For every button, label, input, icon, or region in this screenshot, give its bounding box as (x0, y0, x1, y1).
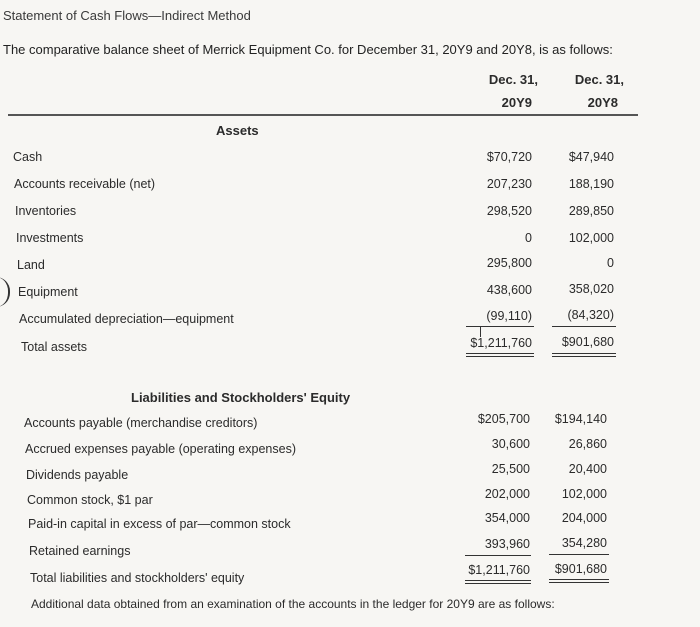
value-20y9: 202,000 (484, 487, 530, 501)
subtotal-rule (552, 326, 616, 327)
row-label: Paid-in capital in excess of par—common stock (28, 517, 291, 531)
page-curl-mark (0, 277, 10, 307)
value-20y8: 26,860 (568, 437, 607, 451)
row-label: Land (17, 258, 45, 272)
col-header-20y8-line1: Dec. 31, (574, 72, 624, 87)
liabilities-heading: Liabilities and Stockholders' Equity (131, 390, 351, 405)
value-20y9: $1,211,760 (468, 563, 530, 577)
value-20y8: 102,000 (561, 487, 607, 501)
value-20y8: $901,680 (554, 562, 607, 576)
value-20y9: 393,960 (484, 537, 530, 551)
row-label: Retained earnings (29, 544, 131, 558)
value-20y8: (84,320) (567, 308, 614, 322)
assets-heading: Assets (216, 123, 259, 138)
value-20y8: 289,850 (568, 204, 614, 218)
col-header-20y9-line1: Dec. 31, (488, 72, 538, 87)
subtotal-rule (466, 326, 534, 327)
value-20y8: 188,190 (568, 177, 614, 191)
total-double-rule (465, 580, 531, 584)
value-20y8: 102,000 (568, 231, 614, 245)
value-20y8: 20,400 (568, 462, 607, 476)
value-20y9: 438,600 (486, 283, 532, 297)
row-label: Investments (16, 231, 84, 245)
value-20y9: 30,600 (491, 437, 530, 451)
page-title: Statement of Cash Flows—Indirect Method (3, 8, 251, 23)
intro-text: The comparative balance sheet of Merrick Equipment Co. for December 31, 20Y9 and 20Y8, is as follows: (3, 42, 613, 57)
value-20y9: 25,500 (491, 462, 530, 476)
value-20y8: 0 (607, 256, 614, 270)
value-20y8: 354,280 (561, 536, 607, 550)
row-label: Accounts payable (merchandise creditors) (24, 416, 258, 430)
additional-data-note: Additional data obtained from an examination of the accounts in the ledger for 20Y9 are as follows: (31, 597, 555, 611)
row-label: Accounts receivable (net) (14, 177, 156, 191)
value-20y9: $1,211,760 (470, 336, 532, 350)
row-label: Equipment (18, 285, 78, 299)
total-double-rule (552, 353, 616, 357)
row-label: Inventories (15, 204, 77, 218)
value-20y8: $194,140 (554, 412, 607, 426)
col-header-20y8-line2: 20Y8 (587, 95, 618, 110)
row-label: Total liabilities and stockholders' equity (30, 571, 245, 585)
row-label: Dividends payable (26, 468, 129, 482)
row-label: Cash (13, 150, 43, 164)
row-label: Total assets (21, 340, 88, 354)
header-rule (8, 114, 638, 116)
row-label: Accumulated depreciation—equipment (19, 312, 234, 326)
value-20y9: 298,520 (486, 204, 532, 218)
value-20y9: 295,800 (486, 256, 532, 270)
value-20y8: $47,940 (568, 150, 614, 164)
row-label: Common stock, $1 par (27, 493, 153, 507)
value-20y9: 207,230 (486, 177, 532, 191)
total-double-rule (466, 353, 534, 357)
subtotal-rule (465, 555, 531, 556)
total-double-rule (549, 579, 609, 583)
value-20y9: $70,720 (486, 150, 532, 164)
value-20y8: $901,680 (561, 335, 614, 349)
value-20y9: (99,110) (486, 309, 532, 323)
value-20y9: $205,700 (477, 412, 530, 426)
value-20y8: 204,000 (561, 511, 607, 525)
col-header-20y9-line2: 20Y9 (501, 95, 532, 110)
value-20y9: 354,000 (484, 511, 530, 525)
value-20y9: 0 (525, 231, 532, 245)
value-20y8: 358,020 (568, 282, 614, 296)
row-label: Accrued expenses payable (operating expenses) (25, 442, 297, 456)
subtotal-rule (549, 554, 609, 555)
